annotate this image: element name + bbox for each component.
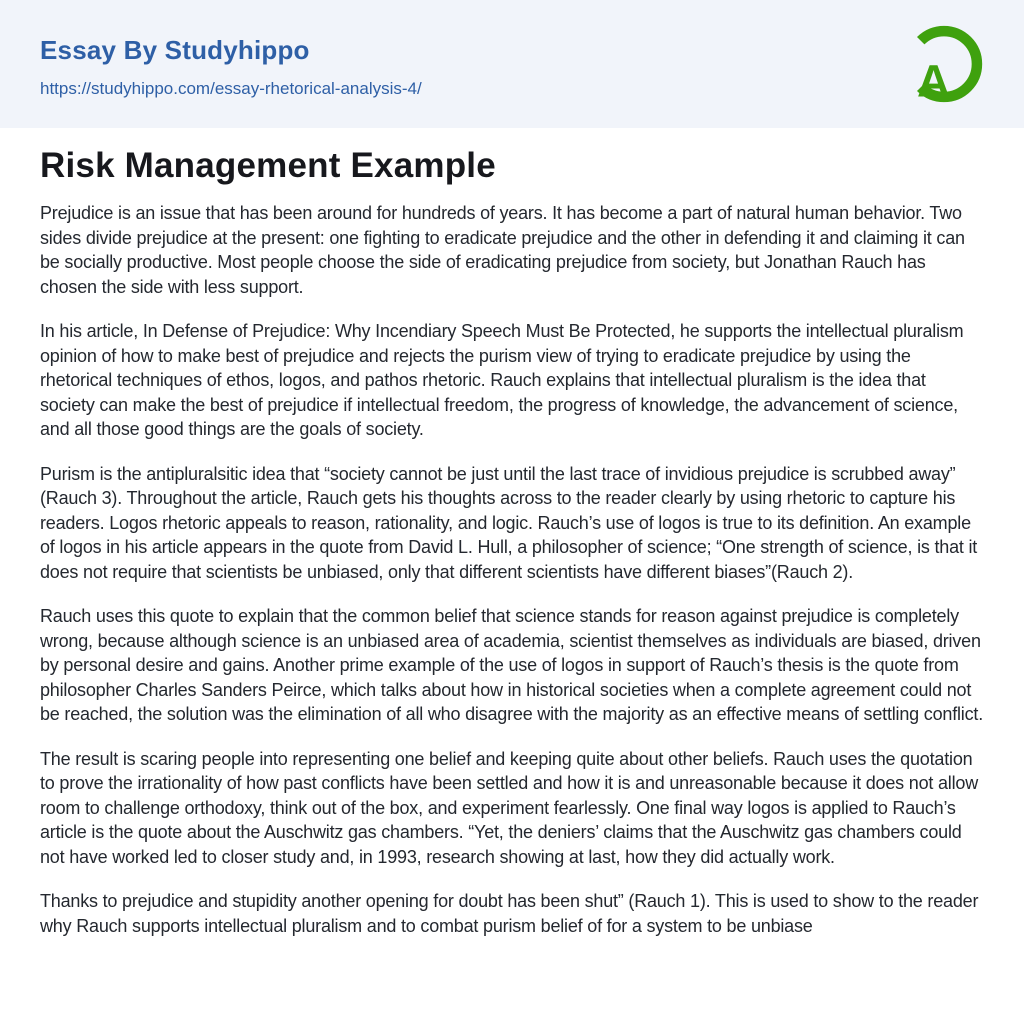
essay-paragraph: Prejudice is an issue that has been around for hundreds of years. It has become a part of natural human behavior. Two sides divide prejudice at the present: one fighting to eradicate prejudice and the other in defending it and claiming it can be socially productive. Most people choose the side of eradicating prejudice from society, but Jonathan Rauch has chosen the side with less support. — [40, 203, 965, 297]
essay-paragraph: Purism is the antipluralsitic idea that “society cannot be just until the last trace of invidious prejudice is scrubbed away” (Rauch 3). Throughout the article, Rauch gets his thoughts across to the reader clearly by using rhetoric to capture his readers. Logos rhetoric appeals to reason, rationality, and logic. Rauch’s use of logos is true to its definition. An example of logos in his article appears in the quote from David L. Hull, a philosopher of science; “One strength of science, is that it does not require that scientists be unbiased, only that different scientists have different biases”(Rauch 2). — [40, 463, 978, 582]
studyhippo-logo-icon — [902, 18, 986, 110]
essay-paragraph: The result is scaring people into representing one belief and keeping quite about other beliefs. Rauch uses the quotation to prove the irrationality of how past conflicts have been settled and how it is and unreasonable because it does not allow room to challenge orthodoxy, think out of the box, and experiment fearlessly. One final way logos is applied to Rauch’s article is the quote about the Auschwitz gas chambers. “Yet, the deniers’ claims that the Auschwitz gas chambers could not have worked led to closer study and, in 1993, research showing at last, how they did actually work. — [40, 748, 978, 867]
essay-paragraph: Thanks to prejudice and stupidity another opening for doubt has been shut” (Rauch 1). This is used to show to the reader why Rauch supports intellectual pluralism and to combat purism belief of for a system to be unbiase — [40, 891, 979, 936]
page-header — [0, 0, 1024, 128]
header-text-block — [40, 31, 422, 97]
essay-paragraph: In his article, In Defense of Prejudice: Why Incendiary Speech Must Be Protected, he supports the intellectual pluralism opinion of how to make best of prejudice and rejects the purism view of trying to eradicate prejudice by using the rhetorical techniques of ethos, logos, and pathos rhetoric. Rauch explains that intellectual pluralism is the idea that society can make the best of prejudice if intellectual freedom, the progress of knowledge, the advancement of science, and all those good things are the goals of society. — [40, 321, 964, 440]
essay-content — [0, 128, 1024, 938]
essay-url-link[interactable]: https://studyhippo.com/essay-rhetorical-analysis-4/ — [40, 79, 422, 98]
essay-paragraph: Rauch uses this quote to explain that the common belief that science stands for reason against prejudice is completely wrong, because although science is an unbiased area of academia, scientist themselves as individuals are biased, driven by personal desire and gains. Another prime example of the use of logos in support of Rauch’s thesis is the quote from philosopher Charles Sanders Peirce, which talks about how in historical societies when a complete agreement could not be reached, the solution was the elimination of all who disagree with the majority as an effective means of settling conflict. — [40, 606, 983, 725]
logo-letter: A — [916, 55, 951, 107]
essay-title: Risk Management Example — [40, 146, 496, 185]
site-title: Essay By Studyhippo — [40, 35, 310, 65]
